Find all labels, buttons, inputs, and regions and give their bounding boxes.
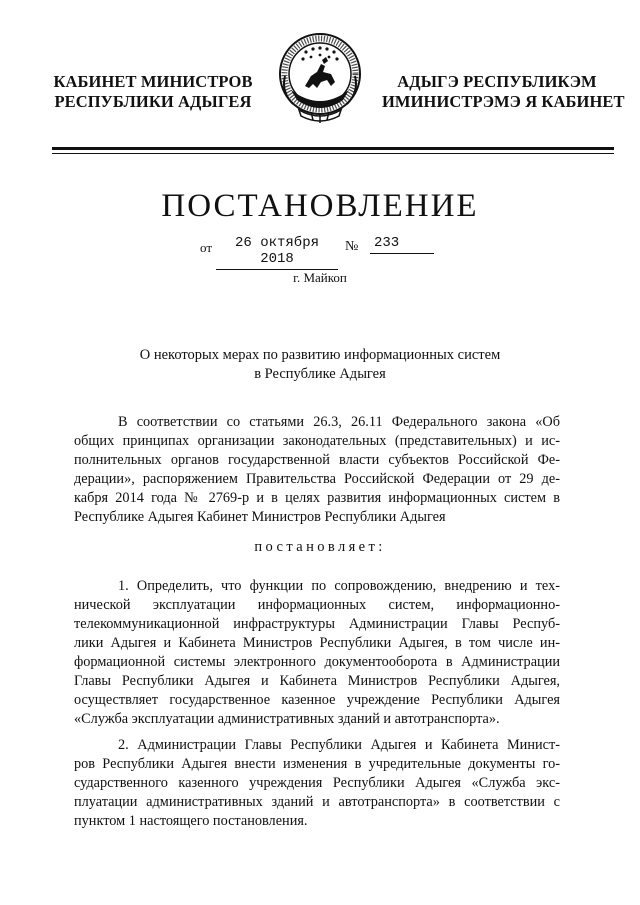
preamble-line: общих принципах организации законодательных (представительных) и ис- xyxy=(74,433,560,449)
document-subject xyxy=(0,346,640,384)
item-1-paragraph xyxy=(74,577,560,729)
header-right-org xyxy=(382,72,625,112)
document-city: г. Майкоп xyxy=(293,270,347,285)
number-prefix: № xyxy=(345,239,359,254)
item-2-line: плуатации административных зданий и автотранспорта» в соответствии с xyxy=(74,794,560,810)
item-1-line: «Служба эксплуатации административных зданий и автотранспорта». xyxy=(74,711,500,727)
preamble-line: дерации», распоряжением Правительства Российской Федерации от 29 де- xyxy=(74,471,560,487)
item-1-line: Главы Республики Адыгея и Кабинета Министров Республики Адыгея, xyxy=(74,673,560,689)
header-rule-thin xyxy=(52,153,614,154)
document-number: 233 xyxy=(370,235,434,254)
item-2-line: 2. Администрации Главы Республики Адыгея и Кабинета Минист- xyxy=(118,737,560,753)
preamble-line: кабря 2014 года № 2769-р и в целях развития информационных систем в xyxy=(74,490,560,506)
date-prefix: от xyxy=(200,240,213,255)
header-right-line-1: АДЫГЭ РЕСПУБЛИКЭМ xyxy=(397,72,597,91)
header-rule-thick xyxy=(52,147,614,150)
item-2-paragraph xyxy=(74,736,560,831)
item-1-line: формационной системы электронного документооборота в Администрации xyxy=(74,654,560,670)
preamble-paragraph xyxy=(74,413,560,527)
item-1-line: телекоммуникационной инфраструктуры Администрации Главы Респуб- xyxy=(74,616,560,632)
header-left-line-1: КАБИНЕТ МИНИСТРОВ xyxy=(53,72,253,91)
preamble-line: полнительных органов государственной власти субъектов Российской Фе- xyxy=(74,452,560,468)
preamble-line: Республике Адыгея Кабинет Министров Республики Адыгея xyxy=(74,509,446,525)
subject-line: О некоторых мерах по развитию информационных систем xyxy=(139,347,501,363)
item-2-line: сударственного казенного учреждения Республики Адыгея «Служба экс- xyxy=(74,775,560,791)
subject-line: в Республике Адыгея xyxy=(254,366,386,382)
item-1-line: нической эксплуатации информационных систем, информационно- xyxy=(74,597,560,613)
header-right-line-2: ИМИНИСТРЭМЭ Я КАБИНЕТ xyxy=(382,92,625,111)
date-number-line xyxy=(0,235,640,267)
item-1-line: осуществляет государственное казенное учреждение Республики Адыгея xyxy=(74,692,560,708)
item-1-line: 1. Определить, что функции по сопровождению, внедрению и тех- xyxy=(118,578,560,594)
item-1-line: лики Адыгея и Кабинета Министров Республики Адыгея, в том числе ин- xyxy=(74,635,560,651)
document-date: 26 октября 2018 xyxy=(216,235,338,270)
header-left-org xyxy=(48,72,258,112)
item-2-line: пунктом 1 настоящего постановления. xyxy=(74,813,308,829)
item-2-line: ров Республики Адыгея внести изменения в учредительные документы го- xyxy=(74,756,560,772)
preamble-line: В соответствии со статьями 26.3, 26.11 Федерального закона «Об xyxy=(118,414,560,430)
adygea-coat-of-arms-icon xyxy=(273,30,367,130)
document-title: ПОСТАНОВЛЕНИЕ xyxy=(161,188,479,224)
header-left-line-2: РЕСПУБЛИКИ АДЫГЕЯ xyxy=(54,92,252,111)
resolves-word: постановляет: xyxy=(254,539,386,555)
